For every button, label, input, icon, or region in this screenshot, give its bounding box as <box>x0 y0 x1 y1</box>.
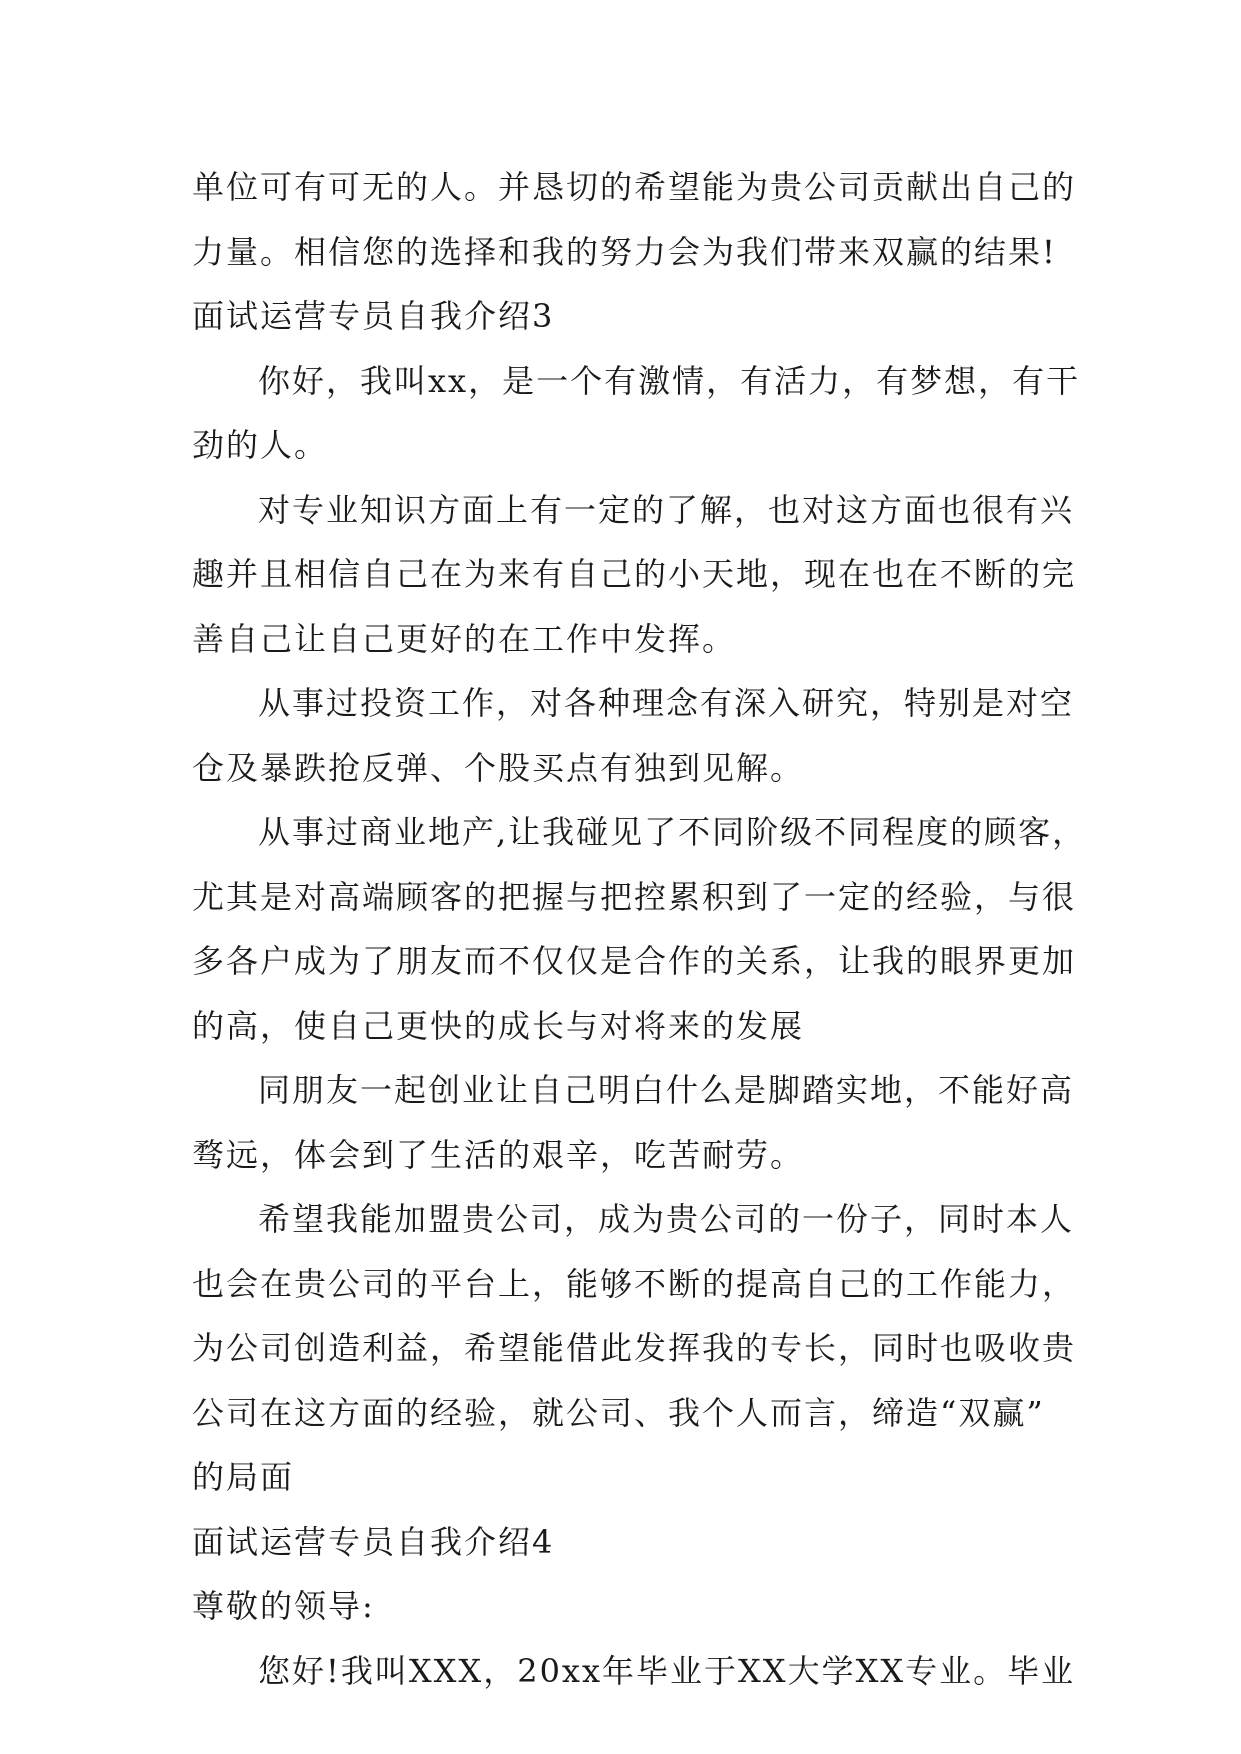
text-line: 善自己让自己更好的在工作中发挥。 <box>192 619 737 658</box>
text-line: 单位可有可无的人。并恳切的希望能为贵公司贡献出自己的 <box>192 168 1077 206</box>
salutation-line: 尊敬的领导: <box>192 1587 375 1625</box>
text-line: 多各户成为了朋友而不仅仅是合作的关系，让我的眼界更加 <box>192 942 1077 980</box>
text-line: 为公司创造利益，希望能借此发挥我的专长，同时也吸收贵 <box>192 1329 1077 1367</box>
paragraph-start-line: 从事过投资工作，对各种理念有深入研究，特别是对空 <box>258 684 1075 722</box>
paragraph-start-line: 您好!我叫XXX，20xx年毕业于XX大学XX专业。毕业 <box>258 1651 1076 1690</box>
section-heading: 面试运营专员自我介绍3 <box>192 297 555 335</box>
text-line: 力量。相信您的选择和我的努力会为我们带来双赢的结果! <box>192 232 1057 271</box>
text-line: 仓及暴跌抢反弹、个股买点有独到见解。 <box>192 748 805 787</box>
text-line: 趣并且相信自己在为来有自己的小天地，现在也在不断的完 <box>192 555 1077 593</box>
paragraph-start-line: 从事过商业地产,让我碰见了不同阶级不同程度的顾客， <box>258 813 1087 851</box>
text-line: 劲的人。 <box>192 426 329 464</box>
paragraph-start-line: 同朋友一起创业让自己明白什么是脚踏实地，不能好高 <box>258 1071 1075 1109</box>
text-line: 骛远，体会到了生活的艰辛，吃苦耐劳。 <box>192 1135 805 1174</box>
section-heading: 面试运营专员自我介绍4 <box>192 1522 555 1561</box>
text-line: 的高，使自己更快的成长与对将来的发展 <box>192 1006 805 1045</box>
paragraph-start-line: 你好，我叫xx，是一个有激情，有活力，有梦想，有干 <box>258 361 1081 400</box>
text-line: 也会在贵公司的平台上，能够不断的提高自己的工作能力， <box>192 1264 1077 1303</box>
text-line: 的局面 <box>192 1458 295 1496</box>
document-body <box>192 155 1087 1703</box>
text-line: 公司在这方面的经验，就公司、我个人而言，缔造“双赢” <box>192 1393 1045 1432</box>
paragraph-start-line: 希望我能加盟贵公司，成为贵公司的一份子，同时本人 <box>258 1200 1075 1238</box>
paragraph-start-line: 对专业知识方面上有一定的了解，也对这方面也很有兴 <box>258 490 1075 529</box>
text-line: 尤其是对高端顾客的把握与把控累积到了一定的经验，与很 <box>192 877 1077 916</box>
